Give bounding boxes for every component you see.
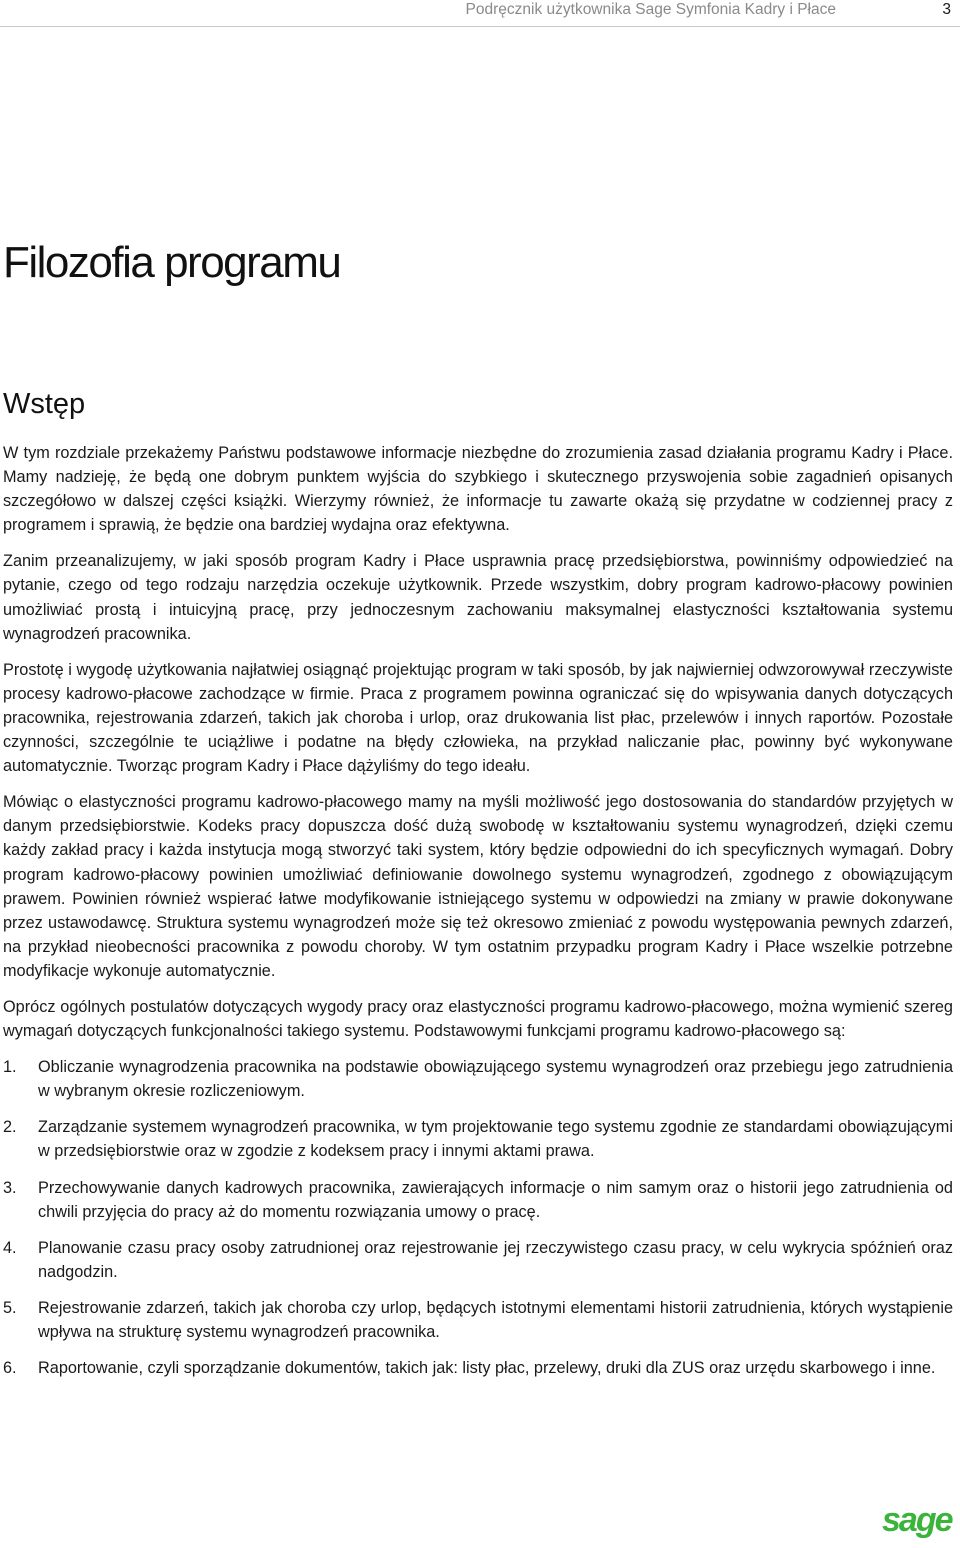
page-number: 3	[942, 1, 951, 18]
sage-logo: sage	[882, 1501, 952, 1539]
list-item	[3, 1356, 953, 1380]
paragraph: Oprócz ogólnych postulatów dotyczących wygody pracy oraz elastyczności programu kadrowo-płacowego, można wymienić szereg wymagań dotyczących funkcjonalności takiego systemu. Podstawowymi funkcjami programu kadrowo-płacowego są:	[3, 997, 953, 1041]
list-item	[3, 1236, 953, 1284]
list-item-text: Raportowanie, czyli sporządzanie dokumentów, takich jak: listy płac, przelewy, druki dla ZUS oraz urzędu skarbowego i inne.	[38, 1359, 936, 1378]
list-item-text: Rejestrowanie zdarzeń, takich jak choroba czy urlop, będących istotnymi elementami historii zatrudnienia, których wystąpienie wpływa na strukturę systemu wynagrodzeń pracownika.	[38, 1298, 953, 1341]
list-item-text: Zarządzanie systemem wynagrodzeń pracownika, w tym projektowanie tego systemu zgodnie ze standardami obowiązującymi w przedsiębiorstwie oraz w zgodzie z kodeksem pracy i innymi aktami prawa.	[38, 1118, 953, 1161]
list-item-text: Planowanie czasu pracy osoby zatrudnionej oraz rejestrowanie jej rzeczywistego czasu pracy, w celu wykrycia spóźnień oraz nadgodzin.	[38, 1238, 953, 1281]
list-item-number: 4.	[3, 1238, 17, 1257]
list-item-number: 1.	[3, 1058, 17, 1077]
document-body	[3, 441, 953, 1392]
list-item-number: 3.	[3, 1178, 17, 1197]
list-item-text: Obliczanie wynagrodzenia pracownika na podstawie obowiązującego systemu wynagrodzeń oraz przebiegu jego zatrudnienia w wybranym okresie rozliczeniowym.	[38, 1058, 953, 1101]
header-title: Podręcznik użytkownika Sage Symfonia Kadry i Płace	[465, 1, 836, 18]
paragraph: Zanim przeanalizujemy, w jaki sposób program Kadry i Płace usprawnia pracę przedsiębiorstwa, powinniśmy odpowiedzieć na pytanie, czego od tego rodzaju narzędzia oczekuje użytkownik. Przede wszystkim, dobry program kadrowo-płacowy powinien umożliwiać prostą i intuicyjną pracę, przy jednoczesnym zachowaniu maksymalnej elastyczności kształtowania systemu wynagrodzeń pracownika.	[3, 552, 953, 643]
function-list	[3, 1055, 953, 1380]
page-header	[0, 0, 960, 27]
chapter-title: Filozofia programu	[3, 238, 341, 287]
paragraph: W tym rozdziale przekażemy Państwu podstawowe informacje niezbędne do zrozumienia zasad działania programu Kadry i Płace. Mamy nadzieję, że będą one dobrym punktem wyjścia do szybkiego i skutecznego przyswojenia sobie zagadnień opisanych szczegółowo w dalszej części książki. Wierzymy również, że informacje tu zawarte okażą się przydatne w codziennej pracy z programem i sprawią, że będzie ona bardziej wydajna oraz efektywna.	[3, 444, 953, 535]
list-item	[3, 1176, 953, 1224]
list-item	[3, 1055, 953, 1103]
paragraph: Prostotę i wygodę użytkowania najłatwiej osiągnąć projektując program w taki sposób, by jak najwierniej odwzorowywał rzeczywiste procesy kadrowo-płacowe zachodzące w firmie. Praca z programem powinna ograniczać się do wpisywania danych dotyczących pracownika, rejestrowania zdarzeń, takich jak choroba i urlop, oraz drukowania list płac, przelewów i innych raportów. Pozostałe czynności, szczególnie te uciążliwe i podatne na błędy człowieka, na przykład naliczanie płac, powinny być wykonywane automatycznie. Tworząc program Kadry i Płace dążyliśmy do tego ideału.	[3, 660, 953, 776]
list-item-text: Przechowywanie danych kadrowych pracownika, zawierających informacje o nim samym oraz o historii jego zatrudnienia od chwili przyjęcia do pracy aż do momentu rozwiązania umowy o pracę.	[38, 1178, 953, 1221]
list-item	[3, 1115, 953, 1163]
list-item-number: 5.	[3, 1298, 17, 1317]
paragraph: Mówiąc o elastyczności programu kadrowo-płacowego mamy na myśli możliwość jego dostosowania do standardów przyjętych w danym przedsiębiorstwie. Kodeks pracy dopuszcza dość dużą swobodę w kształtowaniu systemu wynagrodzeń, dzięki czemu każdy zakład pracy i każda instytucja mogą stworzyć taki system, który będzie odpowiedni do ich specyficznych wymagań. Dobry program kadrowo-płacowy powinien umożliwiać definiowanie dowolnego systemu wynagrodzeń, zgodnego z obowiązującym prawem. Powinien również wspierać łatwe modyfikowanie istniejącego systemu w odpowiedzi na zmiany w prawie dokonywane przez ustawodawcę. Struktura systemu wynagrodzeń może się też okresowo zmieniać z powodu występowania pewnych zdarzeń, na przykład nieobecności pracownika z powodu choroby. W tym ostatnim przypadku program Kadry i Płace wszelkie potrzebne modyfikacje wykonuje automatycznie.	[3, 793, 953, 980]
list-item-number: 2.	[3, 1118, 17, 1137]
list-item-number: 6.	[3, 1359, 17, 1378]
section-title: Wstęp	[3, 388, 86, 420]
list-item	[3, 1296, 953, 1344]
